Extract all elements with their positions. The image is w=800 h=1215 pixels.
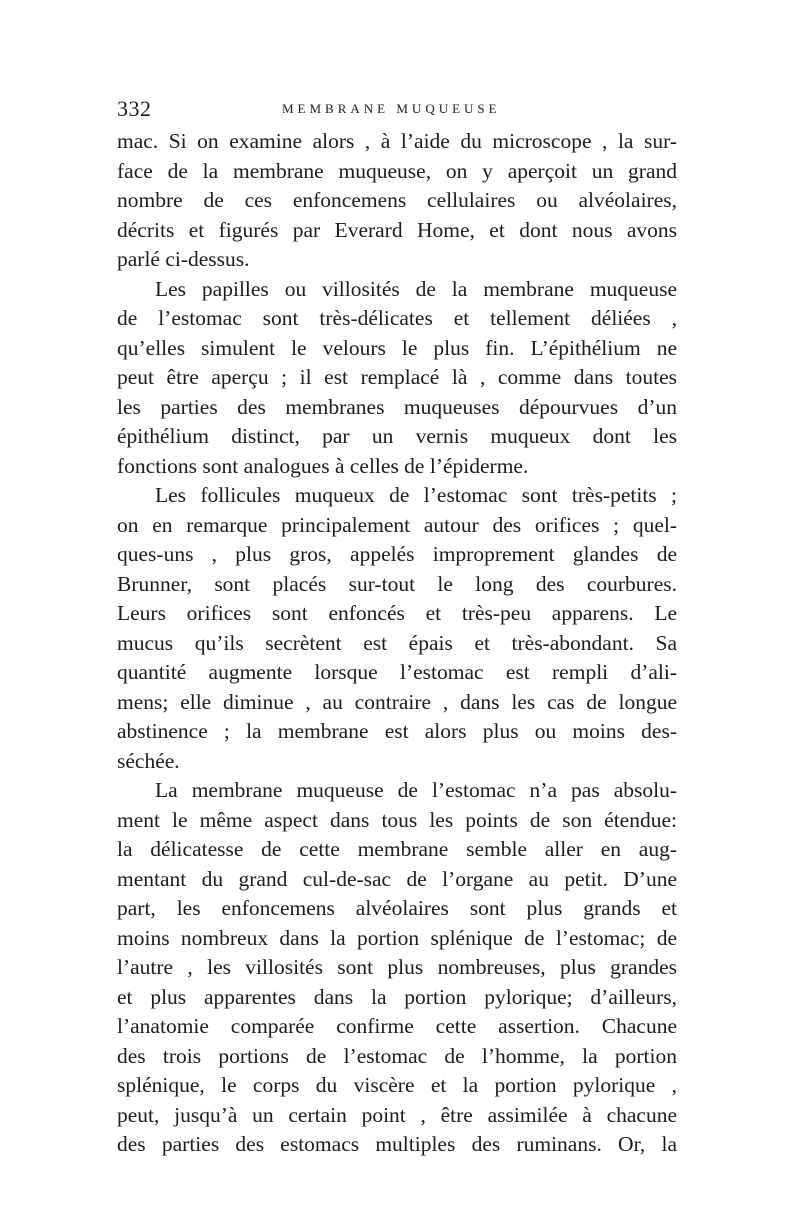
text-line: mac. Si on examine alors , à l’aide du microscope , la sur-: [117, 129, 677, 153]
text-line: ques-uns , plus gros, appelés improprement glandes de: [117, 542, 677, 566]
text-line: épithélium distinct, par un vernis muqueux dont les: [117, 424, 677, 448]
text-line: moins nombreux dans la portion splénique de l’estomac; de: [117, 925, 677, 950]
text-line: peut être aperçu ; il est remplacé là , comme dans toutes: [117, 365, 677, 389]
text-line: l’autre , les villosités sont plus nombreuses, plus grandes: [117, 955, 677, 979]
text-line: Leurs orifices sont enfoncés et très-peu apparens. Le: [117, 601, 677, 625]
text-line: des parties des estomacs multiples des ruminans. Or, la: [117, 1132, 677, 1156]
text-line: face de la membrane muqueuse, on y aperçoit un grand: [117, 158, 677, 183]
text-line: fonctions sont analogues à celles de l’épiderme.: [117, 453, 529, 478]
text-line: et plus apparentes dans la portion pylorique; d’ailleurs,: [117, 984, 677, 1009]
text-line: quantité augmente lorsque l’estomac est rempli d’ali-: [117, 660, 677, 684]
text-line: des trois portions de l’estomac de l’homme, la portion: [117, 1043, 677, 1068]
text-line: mucus qu’ils secrètent est épais et très-abondant. Sa: [117, 630, 677, 655]
text-line: la délicatesse de cette membrane semble aller en aug-: [117, 837, 677, 861]
text-line: parlé ci-dessus.: [117, 247, 250, 271]
text-line: décrits et figurés par Everard Home, et dont nous avons: [117, 217, 677, 242]
text-line: qu’elles simulent le velours le plus fin. L’épithélium ne: [117, 335, 677, 360]
text-line: on en remarque principalement autour des orifices ; quel-: [117, 512, 677, 537]
text-line: séchée.: [117, 748, 180, 773]
text-line: de l’estomac sont très-délicates et tellement déliées ,: [117, 306, 677, 330]
running-head: MEMBRANE MUQUEUSE: [282, 101, 501, 116]
text-line: mentant du grand cul-de-sac de l’organe au petit. D’une: [117, 866, 677, 891]
paragraph-start-line: Les follicules muqueux de l’estomac sont très-petits ;: [155, 483, 677, 507]
text-line: Brunner, sont placés sur-tout le long des courbures.: [117, 571, 677, 596]
text-line: mens; elle diminue , au contraire , dans les cas de longue: [117, 689, 677, 714]
body-text: [117, 127, 677, 1160]
text-line: part, les enfoncemens alvéolaires sont plus grands et: [117, 896, 677, 920]
paragraph-start-line: La membrane muqueuse de l’estomac n’a pas absolu-: [155, 778, 677, 802]
page-number: 332: [117, 96, 152, 121]
text-line: splénique, le corps du viscère et la portion pylorique ,: [117, 1073, 677, 1097]
text-line: l’anatomie comparée confirme cette assertion. Chacune: [117, 1014, 677, 1038]
text-line: nombre de ces enfoncemens cellulaires ou alvéolaires,: [117, 188, 677, 212]
text-line: peut, jusqu’à un certain point , être assimilée à chacune: [117, 1102, 677, 1127]
text-line: ment le même aspect dans tous les points de son étendue:: [117, 807, 677, 832]
page-header: [117, 96, 677, 120]
text-line: abstinence ; la membrane est alors plus ou moins des-: [117, 719, 677, 743]
text-line: les parties des membranes muqueuses dépourvues d’un: [117, 394, 677, 419]
paragraph-start-line: Les papilles ou villosités de la membrane muqueuse: [155, 276, 677, 301]
